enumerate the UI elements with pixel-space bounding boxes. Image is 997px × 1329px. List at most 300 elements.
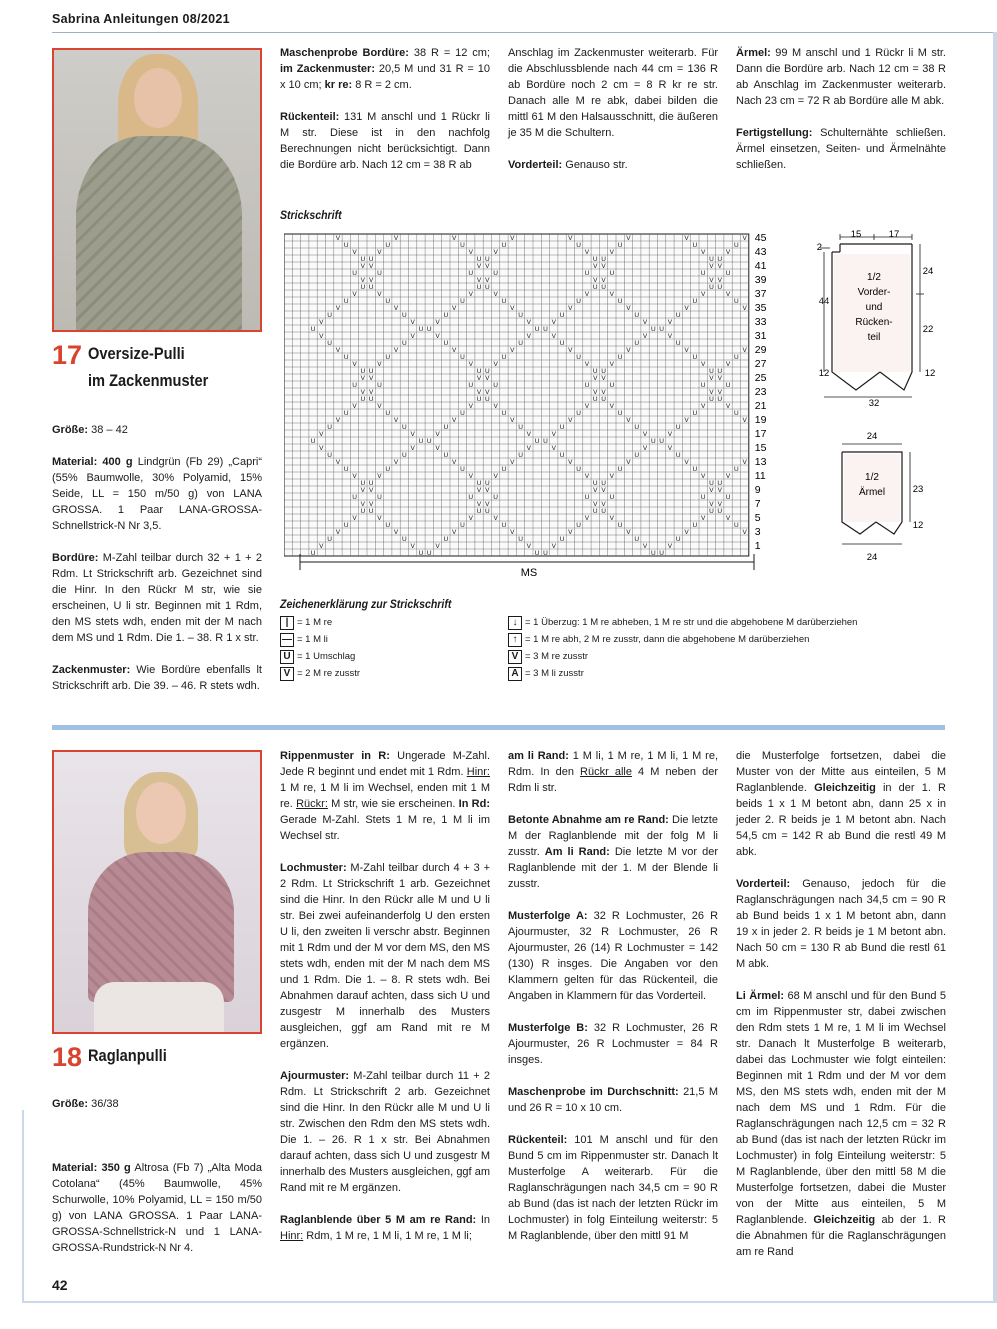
svg-text:U: U (584, 382, 590, 389)
svg-text:und: und (865, 302, 883, 313)
chart-row-number: 25 (754, 372, 767, 384)
svg-text:U: U (493, 270, 499, 277)
svg-text:Ärmel: Ärmel (858, 487, 886, 498)
svg-text:V: V (609, 515, 615, 522)
svg-text:V: V (593, 389, 598, 396)
svg-text:U: U (443, 312, 449, 319)
chart-row-number: 43 (754, 246, 767, 258)
svg-text:V: V (725, 361, 731, 368)
svg-text:U: U (725, 382, 731, 389)
svg-text:V: V (717, 263, 722, 270)
svg-text:V: V (451, 347, 457, 354)
svg-text:U: U (460, 410, 465, 417)
svg-text:U: U (343, 410, 349, 417)
svg-text:V: V (435, 445, 440, 452)
legend-symbol: V (280, 667, 294, 681)
chart-row-number: 39 (754, 274, 767, 286)
svg-text:U: U (543, 550, 548, 557)
svg-text:U: U (377, 382, 382, 389)
svg-text:V: V (684, 305, 689, 312)
svg-text:V: V (601, 487, 606, 494)
svg-text:U: U (385, 354, 391, 361)
svg-text:U: U (401, 424, 407, 431)
chart-row-number: 21 (754, 400, 767, 412)
svg-text:V: V (410, 319, 415, 326)
svg-text:V: V (709, 389, 714, 396)
svg-text:V: V (360, 389, 366, 396)
svg-text:U: U (501, 522, 507, 529)
svg-text:V: V (568, 235, 573, 242)
svg-text:U: U (559, 340, 565, 347)
svg-text:V: V (485, 375, 490, 382)
svg-text:V: V (642, 333, 648, 340)
svg-text:V: V (700, 403, 706, 410)
svg-text:U: U (476, 480, 482, 487)
svg-text:V: V (593, 501, 598, 508)
svg-text:U: U (518, 536, 523, 543)
svg-text:V: V (709, 501, 714, 508)
svg-text:V: V (717, 501, 722, 508)
svg-text:V: V (742, 305, 747, 312)
svg-text:V: V (717, 277, 722, 284)
svg-text:U: U (360, 508, 366, 515)
svg-text:U: U (327, 340, 333, 347)
svg-text:V: V (609, 249, 615, 256)
svg-text:U: U (534, 550, 540, 557)
svg-text:V: V (568, 529, 573, 536)
svg-text:U: U (709, 480, 714, 487)
column-18-4: die Musterfolge fortsetzen, dabei die Muster von der Mitte aus einteilen, 5 M Raglanblende. Gleichzeitig in der 1. R beids 1 x 1 M betont abn, dann 25 x in jeder 2. R beids je 1 M betont abn. Nach 54,5 cm = 142 R ab Bund die restl 49 M abk. Vorderteil: Genauso, jedoch für die Raglanschrägungen nach 34,5 cm = 90 R ab Bund beids 1 x 1 M betont abn, dann 19 x in jeder 2. R beids je 1 M betont abn. Nach 50 cm = 130 R ab Bund die restl 61 M abk. Li Ärmel: 68 M anschl und für den Bund 5 cm im Rippenmuster str, dabei zwischen den Rdm stets 1 M re, 1 M li im Wechsel str. Danach lt Musterfolge B weiterarb, dabei das Lochmuster wie folgt einteilen: Beginnen mit 1 Rdm und der M vor dem MS, den MS stets wdh, enden mit der M nach dem MS und 1 Rdm. Für die Raglanschrägungen nach 12,5 cm = 32 R ab Bund (das ist nach der letzten Rückr im Lochmuster) in folg Einteilung weiterstr: 5 M Raglanblende, über den mittl 58 M die Musterfolge fortsetzen, dabei die Muster von der Mitte aus einteilen, 5 M Raglanblende. Gleichzeitig ab der 1. R die Abnahmen für die Raglanschrägungen am re Rand (736, 750, 946, 1258)
svg-text:V: V (360, 375, 366, 382)
svg-text:V: V (451, 417, 457, 424)
svg-text:V: V (468, 291, 473, 298)
svg-text:U: U (484, 284, 490, 291)
svg-text:U: U (709, 508, 714, 515)
svg-text:U: U (476, 284, 482, 291)
svg-text:V: V (393, 305, 399, 312)
svg-text:U: U (601, 396, 606, 403)
svg-text:U: U (468, 494, 474, 501)
svg-text:V: V (584, 473, 590, 480)
chart-row-number: 23 (754, 386, 767, 398)
svg-text:V: V (742, 459, 747, 466)
svg-text:U: U (617, 242, 623, 249)
chart-row-number: 1 (754, 540, 761, 552)
svg-text:V: V (510, 235, 515, 242)
column-18-1: Größe: 36/38 Material: 350 g Altrosa (Fb 7) „Alta Moda Cotolana“ (45% Baumwolle, 45% Schurwolle, 10% Polyamid, LL = 150 m/50 g) von LANA GROSSA. 1 Paar LANA-GROSSA-Schnellstrick-N und 1 LANA-GROSSA-Rundstrick-N Nr 4. (52, 1098, 262, 1254)
svg-text:U: U (501, 298, 507, 305)
svg-text:V: V (335, 305, 341, 312)
svg-text:V: V (377, 291, 382, 298)
svg-text:U: U (576, 242, 582, 249)
svg-text:V: V (725, 291, 731, 298)
svg-text:17: 17 (888, 229, 900, 240)
svg-text:V: V (335, 417, 341, 424)
svg-text:V: V (584, 249, 590, 256)
legend-symbol: — (282, 633, 292, 645)
svg-text:U: U (617, 466, 623, 473)
svg-text:U: U (468, 270, 474, 277)
svg-text:U: U (534, 438, 540, 445)
column-18-2: Rippenmuster in R: Ungerade M-Zahl. Jede R beginnt und endet mit 1 Rdm. Hinr: 1 M re, 1 M li im Wechsel, enden mit 1 M re. Rückr: M str, wie sie erscheinen. In Rd: Gerade M-Zahl. Stets 1 M re, 1 M li im Wechsel str. Lochmuster: M-Zahl teilbar durch 4 + 3 + 2 Rdm. Lt Strickschrift 1 arb. Gezeichnet sind die Hinr. In den Rückr alle M und U li str. Bei zwei aufeinanderfolg U den ersten U li, den zweiten li verschr abstr. Beginnen mit 1 Rdm und der M vor dem MS, den MS stets wdh, enden mit der M nach dem MS und 1 Rdm. Die 1. – 8. R stets wdh. Bei Abnahmen darauf achten, dass sich U und zusgestr M innerhalb des Musters ausgleichen, ggf am Rand mit re M ergänzen. Ajourmuster: M-Zahl teilbar durch 11 + 2 Rdm. Lt Strickschrift 2 arb. Gezeichnet sind die Hinr. In den Rückr alle M und U li str. Zwischen den Rdm den MS stets wdh. Die 1. – 26. R 1 x str. Bei Abnahmen darauf achten, dass sich U und zusgestr M innerhalb des Musters ausgleichen, ggf am Rand mit re M ergänzen. Raglanblende über 5 M am re Rand: In Hinr: Rdm, 1 M re, 1 M li, 1 M re, 1 M li; (280, 750, 490, 1242)
svg-text:U: U (717, 256, 723, 263)
chart-row-number: 7 (754, 498, 761, 510)
svg-text:V: V (709, 263, 714, 270)
svg-text:U: U (385, 242, 391, 249)
legend-symbol: U (280, 650, 294, 664)
svg-text:V: V (626, 417, 631, 424)
svg-text:V: V (642, 319, 648, 326)
chart-row-number: 33 (754, 316, 767, 328)
svg-text:V: V (410, 445, 415, 452)
svg-text:V: V (377, 249, 382, 256)
svg-text:V: V (335, 347, 341, 354)
svg-text:U: U (675, 424, 681, 431)
page-frame-left (22, 1110, 24, 1303)
svg-text:V: V (700, 361, 706, 368)
svg-text:U: U (559, 452, 565, 459)
chart-row-number: 15 (754, 442, 767, 454)
svg-text:V: V (485, 501, 490, 508)
svg-text:U: U (368, 256, 374, 263)
svg-text:V: V (526, 445, 532, 452)
svg-text:V: V (319, 431, 324, 438)
svg-text:U: U (360, 368, 366, 375)
svg-text:U: U (617, 522, 623, 529)
svg-text:V: V (667, 319, 673, 326)
legend-item: A = 3 M li zusstr (508, 665, 857, 682)
svg-text:V: V (377, 403, 382, 410)
svg-text:V: V (493, 291, 498, 298)
svg-text:U: U (484, 508, 490, 515)
svg-text:V: V (551, 431, 556, 438)
svg-text:U: U (385, 522, 391, 529)
svg-text:U: U (518, 312, 523, 319)
svg-text:V: V (700, 473, 706, 480)
svg-text:U: U (692, 354, 698, 361)
svg-text:V: V (493, 249, 498, 256)
svg-text:U: U (352, 382, 357, 389)
svg-text:V: V (319, 333, 324, 340)
svg-text:U: U (675, 452, 681, 459)
svg-text:U: U (592, 284, 598, 291)
svg-text:U: U (559, 424, 565, 431)
page-frame-bottom (22, 1301, 997, 1303)
svg-text:U: U (426, 326, 432, 333)
svg-text:V: V (377, 515, 382, 522)
svg-text:22: 22 (922, 324, 934, 335)
svg-text:V: V (410, 431, 415, 438)
svg-text:U: U (725, 270, 731, 277)
svg-text:V: V (609, 403, 615, 410)
svg-text:U: U (709, 396, 714, 403)
chart-row-number: 45 (754, 232, 767, 244)
column-18-3: am li Rand: 1 M li, 1 M re, 1 M li, 1 M re, Rdm. In den Rückr alle 4 M neben der Rdm li str. Betonte Abnahme am re Rand: Die letzte M der Raglanblende mit der folg M li zusstr. Am li Rand: Die letzte M vor der Raglanblende mit der 1. M der Blende li zusstr. Musterfolge A: 32 R Lochmuster, 26 R Ajourmuster, 32 R Lochmuster, 26 R Ajourmuster, 26 (14) R Lochmuster = 142 (130) R insges. Die Angaben vor den Klammern gelten für das Rückenteil, die Angaben in Klammern für das Vorderteil. Musterfolge B: 32 R Lochmuster, 26 R Ajourmuster, 26 R Lochmuster = 84 R insges. Maschenprobe im Durchschnitt: 21,5 M und 26 R = 10 x 10 cm. Rückenteil: 101 M anschl und für den Bund 5 cm im Rippenmuster str. Danach lt Musterfolge A weiterarb. Für die Raglanschrägungen nach 34,5 cm = 90 R ab Bund (das ist nach der letzten Rückr im Lochmuster) in folg Einteilung weiterstr: 5 M Raglanblende, über den mittl 91 M (508, 750, 719, 1242)
svg-text:V: V (510, 347, 515, 354)
svg-text:V: V (352, 291, 357, 298)
svg-text:U: U (518, 340, 523, 347)
svg-text:V: V (368, 487, 374, 494)
svg-text:U: U (418, 438, 424, 445)
svg-text:V: V (451, 235, 457, 242)
header-rule (52, 32, 997, 33)
svg-text:V: V (626, 305, 631, 312)
svg-text:V: V (410, 333, 415, 340)
svg-text:V: V (667, 431, 673, 438)
svg-text:U: U (385, 466, 391, 473)
svg-text:U: U (426, 550, 432, 557)
svg-text:U: U (343, 298, 349, 305)
svg-text:U: U (476, 508, 482, 515)
svg-text:U: U (592, 480, 598, 487)
svg-text:V: V (709, 487, 714, 494)
svg-text:U: U (717, 284, 723, 291)
column-17-2: Maschenprobe Bordüre: 38 R = 12 cm; im Zackenmuster: 20,5 M und 31 R = 10 x 10 cm; kr re: 8 R = 2 cm. Rückenteil: 131 M anschl und 1 Rückr li M str. Diese ist in den nachfolg Berechnungen nicht berücksichtigt. Dann die Bordüre arb. Nach 12 cm = 38 R ab (280, 47, 490, 171)
svg-text:U: U (352, 270, 357, 277)
svg-text:V: V (709, 277, 714, 284)
svg-text:U: U (484, 368, 490, 375)
svg-text:V: V (717, 487, 722, 494)
svg-text:U: U (468, 382, 474, 389)
svg-text:U: U (559, 536, 565, 543)
svg-text:U: U (501, 354, 507, 361)
svg-text:U: U (476, 396, 482, 403)
svg-text:U: U (476, 256, 482, 263)
column-17-3: Anschlag im Zackenmuster weiterarb. Für die Abschlussblende nach 44 cm = 136 R ab Bordüre noch 2 cm = 8 R kr re str. Danach alle M re abk, dabei bilden die mittl 61 M den Halsausschnitt, die äußeren je 35 M die Schultern. Vorderteil: Genauso str. (508, 47, 718, 171)
chart-row-number: 3 (754, 526, 761, 538)
page-number: 42 (52, 1277, 68, 1293)
svg-text:1/2: 1/2 (867, 272, 881, 283)
svg-text:U: U (476, 368, 482, 375)
svg-text:V: V (319, 319, 324, 326)
svg-text:V: V (551, 543, 556, 550)
svg-text:V: V (584, 515, 590, 522)
svg-text:U: U (484, 396, 490, 403)
svg-text:U: U (700, 494, 706, 501)
svg-text:V: V (476, 263, 482, 270)
svg-text:U: U (634, 536, 640, 543)
svg-text:U: U (327, 424, 333, 431)
svg-text:V: V (352, 515, 357, 522)
chart-row-number: 41 (754, 260, 767, 272)
svg-text:V: V (684, 417, 689, 424)
svg-text:V: V (725, 403, 731, 410)
svg-text:U: U (360, 256, 366, 263)
svg-text:24: 24 (866, 431, 878, 442)
svg-text:23: 23 (912, 484, 924, 495)
svg-text:U: U (460, 466, 465, 473)
svg-text:U: U (733, 242, 739, 249)
svg-text:U: U (675, 536, 681, 543)
svg-text:V: V (700, 249, 706, 256)
legend-item: ↑ = 1 M re abh, 2 M re zusstr, dann die abgehobene M darüberziehen (508, 631, 857, 648)
svg-text:U: U (634, 424, 640, 431)
svg-text:V: V (667, 333, 673, 340)
chart-row-numbers (755, 232, 767, 552)
svg-text:U: U (634, 340, 640, 347)
svg-text:U: U (584, 494, 590, 501)
svg-text:V: V (510, 529, 515, 536)
svg-text:V: V (742, 347, 747, 354)
svg-text:V: V (435, 431, 440, 438)
svg-text:U: U (634, 452, 640, 459)
svg-text:V: V (642, 431, 648, 438)
svg-text:U: U (534, 326, 540, 333)
svg-text:V: V (368, 389, 374, 396)
svg-text:U: U (501, 410, 507, 417)
title-line1: Oversize-Pulli (88, 344, 185, 363)
svg-text:Rücken-: Rücken- (855, 317, 893, 328)
svg-text:U: U (692, 466, 698, 473)
svg-text:U: U (576, 410, 582, 417)
chart-row-number: 37 (754, 288, 767, 300)
svg-text:V: V (485, 487, 490, 494)
svg-text:U: U (692, 410, 698, 417)
svg-text:V: V (360, 263, 366, 270)
svg-text:12: 12 (912, 520, 924, 531)
svg-text:V: V (451, 305, 457, 312)
svg-text:V: V (584, 361, 590, 368)
svg-text:U: U (576, 354, 582, 361)
svg-text:V: V (700, 291, 706, 298)
legend-symbol: ↓ (508, 616, 522, 630)
svg-text:U: U (310, 438, 316, 445)
svg-text:V: V (360, 277, 366, 284)
svg-text:V: V (526, 431, 532, 438)
svg-text:U: U (443, 536, 449, 543)
svg-text:V: V (435, 333, 440, 340)
svg-text:U: U (700, 270, 706, 277)
svg-text:U: U (700, 382, 706, 389)
svg-text:V: V (352, 473, 357, 480)
svg-text:V: V (593, 277, 598, 284)
svg-text:U: U (501, 242, 507, 249)
svg-text:U: U (733, 410, 739, 417)
svg-text:U: U (650, 326, 656, 333)
svg-text:U: U (460, 242, 465, 249)
svg-text:24: 24 (866, 552, 878, 563)
svg-text:V: V (393, 529, 399, 536)
svg-text:U: U (327, 312, 333, 319)
svg-text:U: U (518, 452, 523, 459)
svg-text:V: V (377, 473, 382, 480)
svg-text:V: V (601, 389, 606, 396)
svg-text:44: 44 (818, 296, 830, 307)
svg-text:U: U (675, 340, 681, 347)
ms-label: MS (520, 567, 538, 579)
svg-text:U: U (368, 508, 374, 515)
svg-text:V: V (593, 487, 598, 494)
svg-text:V: V (476, 389, 482, 396)
svg-text:V: V (493, 361, 498, 368)
svg-text:V: V (568, 305, 573, 312)
svg-text:V: V (725, 473, 731, 480)
svg-text:V: V (352, 403, 357, 410)
svg-text:U: U (368, 396, 374, 403)
chart-row-number: 19 (754, 414, 767, 426)
svg-text:V: V (609, 361, 615, 368)
svg-text:V: V (410, 543, 415, 550)
svg-text:V: V (368, 277, 374, 284)
svg-text:U: U (484, 256, 490, 263)
svg-text:V: V (510, 305, 515, 312)
svg-text:U: U (601, 480, 606, 487)
svg-text:U: U (368, 284, 374, 291)
column-17-4: Ärmel: 99 M anschl und 1 Rückr li M str. Dann die Bordüre arb. Nach 12 cm = 38 R ab Anschlag im Zackenmuster weiterarb. Nach 23 cm = 72 R ab Bordüre alle M abk. Fertigstellung: Schulternähte schließen. Ärmel einsetzen, Seiten- und Ärmelnähte schließen. (736, 47, 946, 171)
svg-text:U: U (460, 354, 465, 361)
legend-item: U = 1 Umschlag (280, 648, 360, 665)
svg-text:U: U (310, 550, 316, 557)
svg-text:U: U (368, 480, 374, 487)
svg-text:U: U (733, 466, 739, 473)
chart-row-number: 13 (754, 456, 767, 468)
svg-text:U: U (559, 312, 565, 319)
svg-text:U: U (733, 298, 739, 305)
svg-text:U: U (360, 480, 366, 487)
section-separator (52, 725, 945, 730)
svg-text:U: U (717, 480, 723, 487)
svg-text:U: U (617, 354, 623, 361)
svg-text:V: V (393, 459, 399, 466)
svg-text:U: U (717, 368, 723, 375)
svg-text:U: U (617, 410, 623, 417)
svg-text:U: U (592, 508, 598, 515)
svg-text:U: U (343, 466, 349, 473)
svg-text:V: V (526, 319, 532, 326)
legend-symbol: ↑ (508, 633, 522, 647)
legend-symbol: V (508, 650, 522, 664)
svg-text:V: V (642, 445, 648, 452)
knitting-chart (284, 232, 784, 582)
svg-text:V: V (393, 347, 399, 354)
svg-text:U: U (733, 354, 739, 361)
legend-left (280, 614, 360, 682)
svg-text:V: V (684, 529, 689, 536)
svg-text:V: V (593, 263, 598, 270)
svg-text:U: U (659, 438, 665, 445)
svg-text:V: V (476, 487, 482, 494)
svg-text:V: V (377, 361, 382, 368)
svg-text:V: V (725, 515, 731, 522)
svg-text:U: U (659, 326, 665, 333)
svg-text:U: U (401, 312, 407, 319)
legend-item: V = 2 M re zusstr (280, 665, 360, 682)
chart-row-number: 27 (754, 358, 767, 370)
svg-text:U: U (609, 494, 615, 501)
legend-item: V = 3 M re zusstr (508, 648, 857, 665)
chart-row-number: 17 (754, 428, 767, 440)
svg-text:U: U (650, 550, 656, 557)
svg-text:U: U (501, 466, 507, 473)
strickschrift-label: Strickschrift (280, 208, 342, 222)
svg-text:V: V (360, 501, 366, 508)
svg-text:U: U (709, 256, 714, 263)
svg-text:V: V (709, 375, 714, 382)
pattern-title-18: Raglanpulli (88, 1046, 167, 1065)
svg-text:2: 2 (816, 242, 822, 253)
svg-text:U: U (401, 536, 407, 543)
column-17-1: Größe: 38 – 42 Material: 400 g Lindgrün (Fb 29) „Capri“ (55% Baumwolle, 30% Polyamid, 15% Seide, LL = 150 m/50 g) von LANA GROSSA. 1 Paar LANA-GROSSA-Schnellstrick-N Nr 3,5. Bordüre: M-Zahl teilbar durch 32 + 1 + 2 Rdm. Lt Strickschrift arb. Gezeichnet sind die Hinr. In den Rückr M str, wie sie erscheinen, U li str. Beginnen mit 1 Rdm, den MS stets wdh, enden mit der M nach dem MS und 1 Rdm. Die 1. – 38. R 1 x str. Zackenmuster: Wie Bordüre ebenfalls lt Strickschrift arb. Die 39. – 46. R stets wdh. (52, 424, 262, 692)
svg-text:U: U (601, 256, 606, 263)
svg-text:V: V (725, 249, 731, 256)
svg-text:V: V (393, 235, 399, 242)
svg-text:V: V (684, 459, 689, 466)
legend-right (508, 614, 857, 682)
chart-row-number: 29 (754, 344, 767, 356)
svg-text:V: V (568, 459, 573, 466)
svg-text:V: V (568, 347, 573, 354)
svg-text:V: V (642, 543, 648, 550)
